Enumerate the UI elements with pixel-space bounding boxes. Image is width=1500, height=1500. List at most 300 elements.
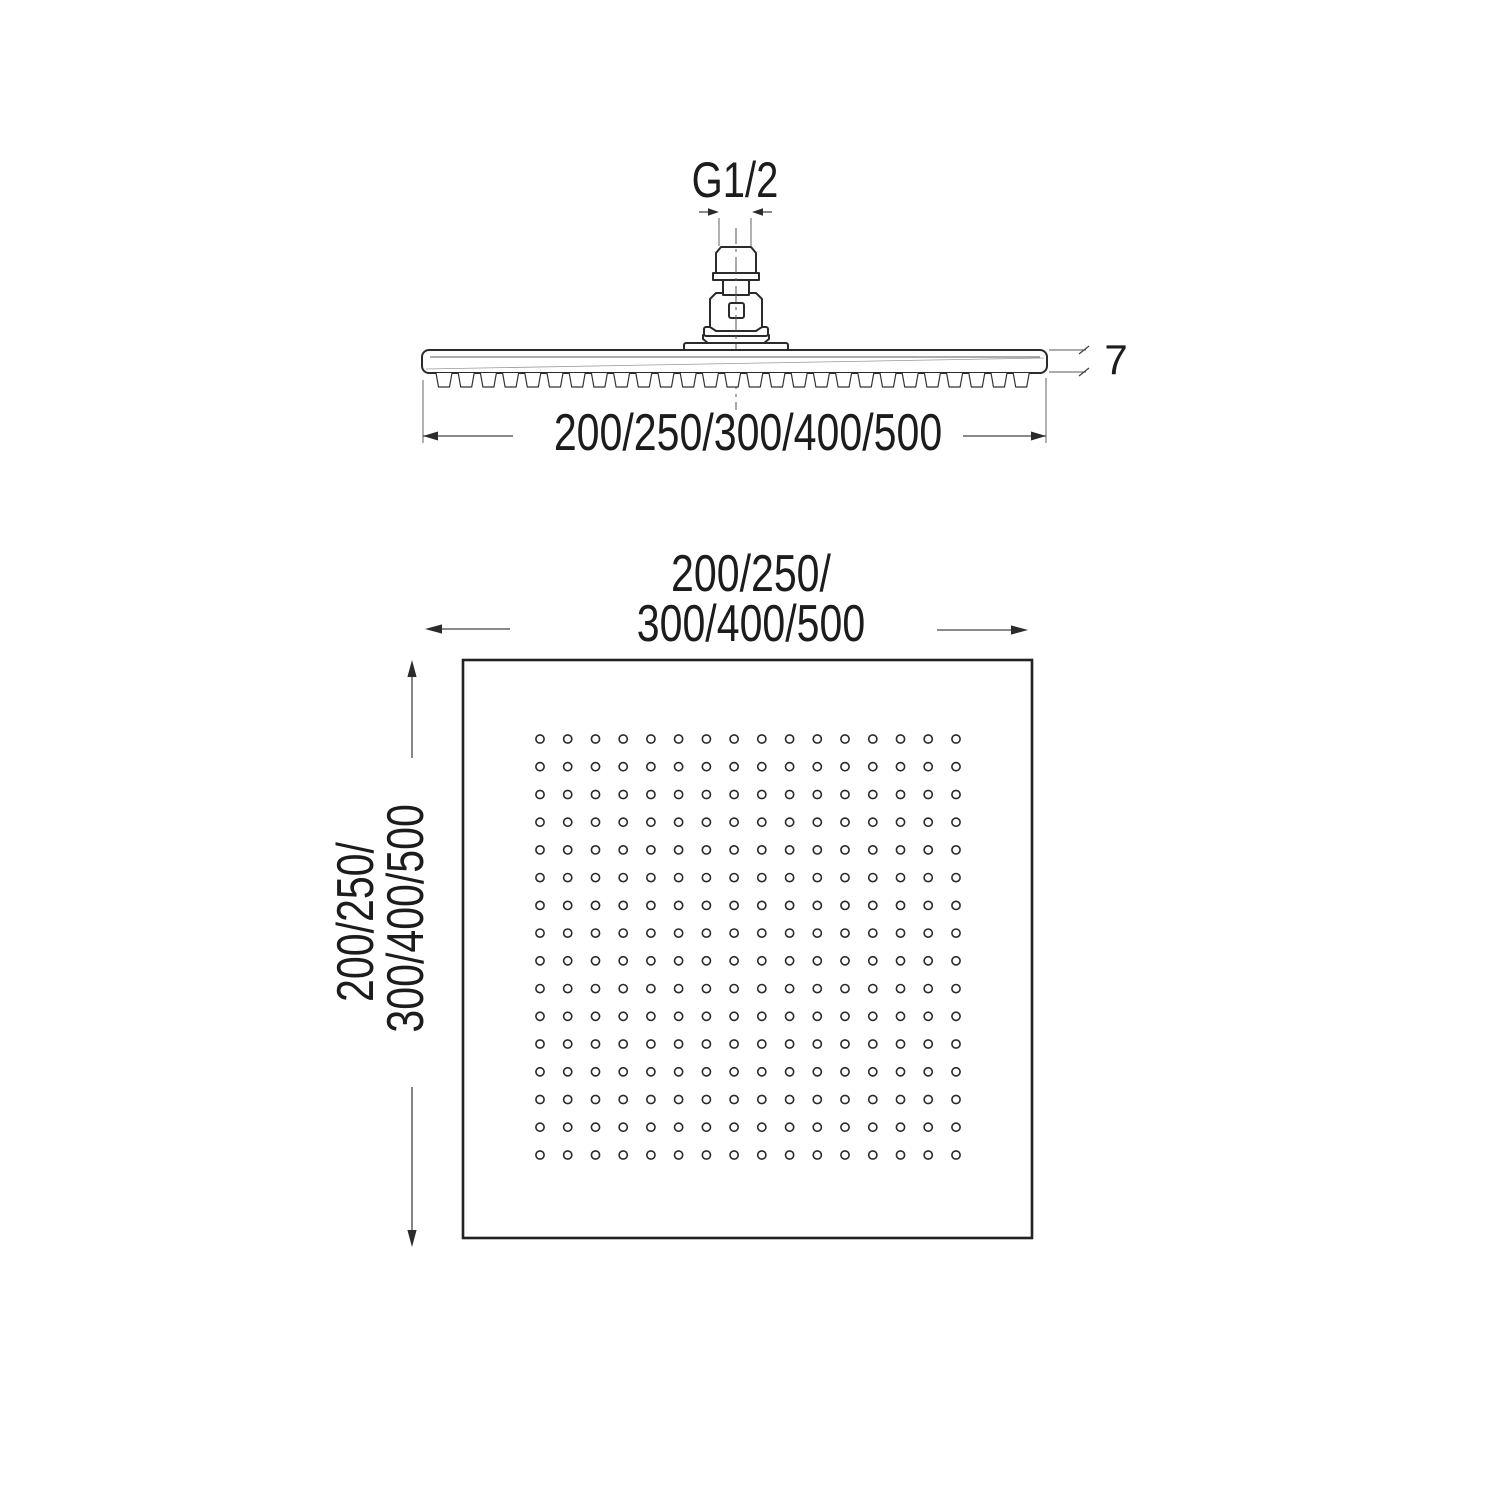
- nozzle-hole: [841, 790, 849, 798]
- nozzle-hole: [813, 790, 821, 798]
- thickness-dimension: [1049, 346, 1089, 376]
- nozzle-hole: [758, 957, 766, 965]
- nozzle-hole: [813, 929, 821, 937]
- nozzle: [769, 373, 785, 387]
- nozzle-hole: [813, 846, 821, 854]
- nozzle-hole: [869, 763, 877, 771]
- nozzle: [969, 373, 985, 387]
- nozzle-hole: [591, 818, 599, 826]
- nozzle-hole: [647, 957, 655, 965]
- nozzle-hole: [896, 1068, 904, 1076]
- nozzle-hole: [591, 1151, 599, 1159]
- nozzle-hole: [896, 901, 904, 909]
- nozzle-hole: [869, 1123, 877, 1131]
- nozzle-hole: [952, 985, 960, 993]
- nozzle-hole: [841, 735, 849, 743]
- nozzle-hole: [702, 846, 710, 854]
- face-width-label-line1: 200/250/: [671, 545, 831, 603]
- nozzle: [458, 373, 474, 387]
- nozzle-hole: [758, 846, 766, 854]
- nozzle-hole: [536, 1012, 544, 1020]
- nozzle-hole: [813, 1123, 821, 1131]
- nozzle-hole: [786, 874, 794, 882]
- nozzle-hole: [536, 763, 544, 771]
- nozzle-hole: [841, 985, 849, 993]
- nozzle-hole: [702, 790, 710, 798]
- nozzle-hole: [536, 957, 544, 965]
- nozzle-hole: [730, 1012, 738, 1020]
- nozzle-hole: [869, 874, 877, 882]
- nozzle-hole: [564, 1123, 572, 1131]
- nozzle-hole: [564, 957, 572, 965]
- nozzle-hole: [675, 846, 683, 854]
- nozzle-hole: [786, 929, 794, 937]
- nozzle-hole: [730, 735, 738, 743]
- nozzle-hole: [619, 901, 627, 909]
- nozzle-hole: [869, 985, 877, 993]
- nozzle-hole: [647, 1095, 655, 1103]
- nozzle-hole: [675, 1151, 683, 1159]
- nozzle-hole: [758, 735, 766, 743]
- nozzle-hole: [786, 1068, 794, 1076]
- nozzle-hole: [952, 818, 960, 826]
- nozzle-hole: [813, 1095, 821, 1103]
- nozzle-hole: [786, 735, 794, 743]
- nozzle-hole: [924, 763, 932, 771]
- nozzle-hole: [591, 1095, 599, 1103]
- nozzle-hole: [675, 735, 683, 743]
- nozzle-hole: [647, 1012, 655, 1020]
- nozzle-hole: [813, 1068, 821, 1076]
- nozzle-hole: [869, 846, 877, 854]
- nozzle: [991, 373, 1007, 387]
- nozzle-hole: [952, 1151, 960, 1159]
- nozzle-hole: [591, 735, 599, 743]
- nozzle-hole: [924, 1040, 932, 1048]
- nozzle-hole: [730, 790, 738, 798]
- nozzle-hole: [702, 1012, 710, 1020]
- nozzle-hole: [619, 929, 627, 937]
- nozzle-hole: [730, 929, 738, 937]
- nozzle-hole: [841, 763, 849, 771]
- nozzle-hole: [952, 1040, 960, 1048]
- nozzle-hole: [619, 874, 627, 882]
- nozzle-hole: [591, 1123, 599, 1131]
- nozzle-hole: [952, 1012, 960, 1020]
- nozzle-hole: [896, 1095, 904, 1103]
- nozzle-hole: [702, 1123, 710, 1131]
- nozzle-hole: [619, 818, 627, 826]
- nozzle-hole: [730, 985, 738, 993]
- nozzle-hole: [730, 818, 738, 826]
- nozzle-hole: [924, 1151, 932, 1159]
- face-width-label-line2: 300/400/500: [636, 595, 866, 653]
- nozzle-hole: [564, 735, 572, 743]
- nozzle-hole: [758, 1151, 766, 1159]
- nozzle-hole: [647, 790, 655, 798]
- nozzle: [547, 373, 563, 387]
- nozzle-hole: [952, 1123, 960, 1131]
- nozzle-row: [436, 373, 1029, 387]
- nozzle-hole: [813, 735, 821, 743]
- nozzle-hole: [619, 1012, 627, 1020]
- nozzle-hole: [675, 1095, 683, 1103]
- nozzle-hole: [536, 846, 544, 854]
- nozzle: [658, 373, 674, 387]
- nozzle-hole: [564, 1095, 572, 1103]
- nozzle-hole: [924, 846, 932, 854]
- nozzle-hole: [786, 790, 794, 798]
- nozzle-hole: [730, 901, 738, 909]
- nozzle-hole: [702, 1095, 710, 1103]
- nozzle-hole: [924, 929, 932, 937]
- nozzle-hole: [786, 957, 794, 965]
- nozzle-hole: [758, 1040, 766, 1048]
- nozzle-hole: [675, 1123, 683, 1131]
- nozzle-hole: [564, 1068, 572, 1076]
- nozzle-hole: [647, 985, 655, 993]
- nozzle-hole: [619, 1040, 627, 1048]
- nozzle-hole: [564, 846, 572, 854]
- nozzle-hole: [952, 735, 960, 743]
- nozzle-hole: [591, 790, 599, 798]
- nozzle-hole: [952, 901, 960, 909]
- nozzle-hole: [619, 985, 627, 993]
- nozzle-hole: [952, 1068, 960, 1076]
- nozzle-hole: [619, 1151, 627, 1159]
- thread-size-label: G1/2: [691, 152, 779, 208]
- nozzle-hole: [758, 1123, 766, 1131]
- nozzle-hole: [675, 957, 683, 965]
- face-height-label-line2: 300/400/500: [377, 804, 435, 1033]
- nozzle-hole: [536, 735, 544, 743]
- nozzle-hole: [702, 929, 710, 937]
- nozzle-hole: [924, 818, 932, 826]
- nozzle-hole: [896, 1123, 904, 1131]
- nozzle: [480, 373, 496, 387]
- nozzle-hole: [536, 1040, 544, 1048]
- nozzle: [880, 373, 896, 387]
- nozzle-hole: [758, 929, 766, 937]
- nozzle-hole: [619, 1095, 627, 1103]
- nozzle-hole: [869, 1012, 877, 1020]
- nozzle-hole: [952, 763, 960, 771]
- nozzle: [924, 373, 940, 387]
- nozzle-hole: [702, 763, 710, 771]
- nozzle-hole: [952, 1095, 960, 1103]
- nozzle-hole: [647, 735, 655, 743]
- arrow-left-icon: [752, 208, 763, 216]
- nozzle-hole: [536, 929, 544, 937]
- nozzle-hole: [730, 1123, 738, 1131]
- nozzle-hole: [730, 763, 738, 771]
- nozzle-hole: [924, 985, 932, 993]
- nozzle-hole: [758, 763, 766, 771]
- nozzle-hole: [591, 901, 599, 909]
- nozzle-hole: [786, 1123, 794, 1131]
- nozzle-hole: [564, 763, 572, 771]
- thickness-label: 7: [1104, 336, 1128, 383]
- nozzle-hole: [786, 1040, 794, 1048]
- nozzle: [1013, 373, 1029, 387]
- nozzle: [569, 373, 585, 387]
- nozzle-hole: [786, 818, 794, 826]
- nozzle-hole: [591, 957, 599, 965]
- nozzle-hole: [564, 818, 572, 826]
- nozzle-hole: [536, 985, 544, 993]
- nozzle-hole: [924, 735, 932, 743]
- nozzle: [614, 373, 630, 387]
- nozzle-hole: [647, 1040, 655, 1048]
- nozzle-hole: [952, 790, 960, 798]
- nozzle-hole: [675, 818, 683, 826]
- nozzle-hole: [591, 1040, 599, 1048]
- arrow-right-icon: [1011, 625, 1028, 634]
- nozzle-hole: [896, 763, 904, 771]
- nozzle-hole: [869, 929, 877, 937]
- nozzle: [791, 373, 807, 387]
- nozzle-hole: [841, 846, 849, 854]
- nozzle-hole: [869, 901, 877, 909]
- nozzle-hole: [869, 790, 877, 798]
- nozzle-hole: [758, 1068, 766, 1076]
- nozzle-hole: [591, 874, 599, 882]
- nozzle-hole: [647, 818, 655, 826]
- nozzle-hole: [564, 1012, 572, 1020]
- nozzle-hole: [730, 1095, 738, 1103]
- nozzle-hole: [924, 1123, 932, 1131]
- nozzle-hole: [536, 874, 544, 882]
- nozzle-hole: [536, 1151, 544, 1159]
- nozzle-hole: [786, 1151, 794, 1159]
- nozzle-hole: [564, 985, 572, 993]
- nozzle-hole: [702, 818, 710, 826]
- nozzle-hole: [675, 1040, 683, 1048]
- nozzle-hole: [619, 763, 627, 771]
- nozzle: [858, 373, 874, 387]
- nozzle-hole: [813, 901, 821, 909]
- nozzle: [813, 373, 829, 387]
- nozzle-hole: [924, 1068, 932, 1076]
- nozzle-hole: [536, 818, 544, 826]
- nozzle-hole: [702, 985, 710, 993]
- nozzle-hole: [702, 735, 710, 743]
- nozzle: [947, 373, 963, 387]
- arrow-up-icon: [407, 660, 416, 677]
- nozzle-hole: [647, 763, 655, 771]
- nozzle-hole: [675, 901, 683, 909]
- nozzle-hole: [841, 929, 849, 937]
- nozzle-hole: [591, 985, 599, 993]
- nozzle-hole: [730, 1151, 738, 1159]
- nozzle-hole: [869, 818, 877, 826]
- nozzle-hole: [786, 846, 794, 854]
- nozzle-hole: [952, 929, 960, 937]
- nozzle-hole: [841, 1151, 849, 1159]
- nozzle-hole: [591, 1012, 599, 1020]
- nozzle-hole: [896, 846, 904, 854]
- nozzle-hole: [730, 1068, 738, 1076]
- nozzle-hole: [896, 957, 904, 965]
- nozzle-hole: [675, 790, 683, 798]
- nozzle-hole: [591, 929, 599, 937]
- nozzle-hole: [896, 790, 904, 798]
- nozzle-hole: [675, 1012, 683, 1020]
- nozzle-hole: [896, 985, 904, 993]
- nozzle-hole: [536, 1068, 544, 1076]
- arrow-left-icon: [425, 624, 442, 633]
- nozzle-hole: [647, 1123, 655, 1131]
- shower-plate-profile: [422, 350, 1047, 373]
- nozzle-hole: [647, 1068, 655, 1076]
- nozzle-hole: [813, 763, 821, 771]
- side-width-label: 200/250/300/400/500: [553, 404, 943, 462]
- nozzle-hole: [702, 957, 710, 965]
- nozzle-hole: [813, 1151, 821, 1159]
- nozzle-hole: [619, 790, 627, 798]
- nozzle-hole: [564, 790, 572, 798]
- nozzle-hole: [869, 735, 877, 743]
- nozzle-hole: [758, 874, 766, 882]
- nozzle-hole: [758, 1012, 766, 1020]
- face-height-label-line1: 200/250/: [327, 842, 385, 1002]
- nozzle-hole: [675, 763, 683, 771]
- nozzle-hole: [786, 1012, 794, 1020]
- arrow-down-icon: [407, 1230, 416, 1247]
- nozzle-hole: [924, 874, 932, 882]
- nozzle-hole: [869, 1040, 877, 1048]
- nozzle-hole: [758, 985, 766, 993]
- nozzle: [525, 373, 541, 387]
- nozzle-hole: [841, 1095, 849, 1103]
- nozzle-hole: [896, 1040, 904, 1048]
- nozzle-hole: [536, 901, 544, 909]
- nozzle-hole: [702, 901, 710, 909]
- nozzle-hole: [675, 1068, 683, 1076]
- nozzle-hole: [730, 957, 738, 965]
- nozzle-hole: [841, 957, 849, 965]
- nozzle-hole: [813, 1040, 821, 1048]
- nozzle-hole: [813, 1012, 821, 1020]
- nozzle-hole: [869, 1068, 877, 1076]
- nozzle-hole: [924, 901, 932, 909]
- nozzle-hole: [647, 901, 655, 909]
- nozzle-hole: [896, 874, 904, 882]
- nozzle-hole: [924, 957, 932, 965]
- nozzle-hole: [702, 874, 710, 882]
- nozzle-hole: [841, 1068, 849, 1076]
- nozzle-hole: [841, 1123, 849, 1131]
- nozzle-hole: [841, 874, 849, 882]
- nozzle-hole: [813, 874, 821, 882]
- nozzle-hole: [896, 818, 904, 826]
- nozzle-hole: [647, 846, 655, 854]
- nozzle: [680, 373, 696, 387]
- nozzle-hole: [564, 929, 572, 937]
- nozzle-hole: [758, 790, 766, 798]
- arrow-right-icon: [708, 208, 719, 216]
- face-width-label: [593, 545, 909, 653]
- nozzle-hole: [619, 1068, 627, 1076]
- nozzle-hole: [952, 846, 960, 854]
- nozzle-hole: [536, 1123, 544, 1131]
- nozzle-hole: [730, 874, 738, 882]
- nozzle-hole: [952, 957, 960, 965]
- face-height-label: [327, 804, 435, 1033]
- nozzle-hole: [564, 1040, 572, 1048]
- nozzle-hole: [813, 985, 821, 993]
- nozzle-hole: [730, 1040, 738, 1048]
- nozzle-hole: [702, 1151, 710, 1159]
- nozzle: [836, 373, 852, 387]
- nozzle-hole: [924, 1095, 932, 1103]
- nozzle-hole: [841, 818, 849, 826]
- nozzle-hole: [619, 735, 627, 743]
- nozzle: [503, 373, 519, 387]
- nozzle-hole: [869, 1151, 877, 1159]
- nozzle-hole: [564, 874, 572, 882]
- nozzle-hole: [786, 985, 794, 993]
- arrow-left-icon: [423, 432, 438, 441]
- nozzle-hole: [675, 929, 683, 937]
- nozzle-hole: [786, 763, 794, 771]
- nozzle-hole: [758, 818, 766, 826]
- nozzle: [636, 373, 652, 387]
- nozzle: [902, 373, 918, 387]
- nozzle-hole: [841, 1040, 849, 1048]
- nozzle-hole: [924, 1012, 932, 1020]
- nozzle: [436, 373, 452, 387]
- nozzle-hole: [702, 1068, 710, 1076]
- nozzle-hole: [591, 1068, 599, 1076]
- nozzle-hole: [869, 1095, 877, 1103]
- nozzle-hole: [841, 1012, 849, 1020]
- nozzle-hole: [619, 846, 627, 854]
- nozzle-hole: [924, 790, 932, 798]
- nozzle-hole: [564, 901, 572, 909]
- nozzle-hole: [591, 846, 599, 854]
- arrow-right-icon: [1031, 432, 1046, 441]
- nozzle-hole: [564, 1151, 572, 1159]
- nozzle-hole: [786, 1095, 794, 1103]
- nozzle-hole: [786, 901, 794, 909]
- nozzle-hole: [896, 1151, 904, 1159]
- nozzle-hole: [591, 763, 599, 771]
- nozzle-hole: [702, 1040, 710, 1048]
- nozzle-hole: [758, 1095, 766, 1103]
- nozzle: [702, 373, 718, 387]
- nozzle-hole: [730, 846, 738, 854]
- nozzle-hole: [536, 790, 544, 798]
- nozzle-hole: [758, 901, 766, 909]
- nozzle: [747, 373, 763, 387]
- nozzle: [725, 373, 741, 387]
- nozzle-hole: [619, 957, 627, 965]
- nozzle-hole: [675, 985, 683, 993]
- nozzle-hole: [536, 1095, 544, 1103]
- nozzle-hole: [813, 957, 821, 965]
- nozzle-hole: [813, 818, 821, 826]
- nozzle: [591, 373, 607, 387]
- shower-plate-face: [463, 660, 1032, 1238]
- nozzle-hole: [675, 874, 683, 882]
- nozzle-hole: [869, 957, 877, 965]
- nozzle-hole: [841, 901, 849, 909]
- nozzle-hole: [619, 1123, 627, 1131]
- nozzle-hole: [952, 874, 960, 882]
- nozzle-hole: [647, 929, 655, 937]
- nozzle-hole: [896, 1012, 904, 1020]
